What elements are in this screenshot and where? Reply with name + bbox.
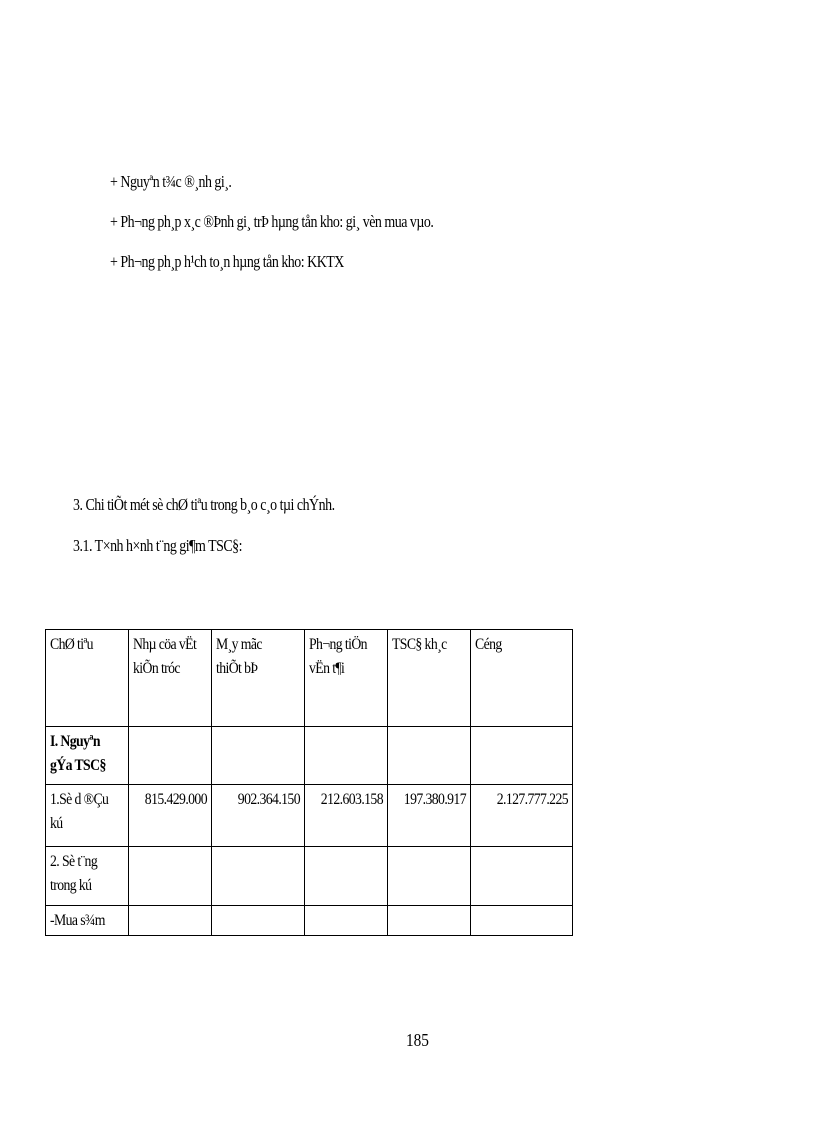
table-cell <box>305 847 388 906</box>
header-cell: Céng <box>471 630 573 727</box>
fixed-assets-table <box>45 629 573 936</box>
table-cell <box>129 847 212 906</box>
subsection-heading: 3.1. T×nh h×nh t¨ng gi¶m TSC§: <box>73 536 243 555</box>
table-cell: 2.127.777.225 <box>471 785 573 847</box>
row-label-cell: 2. Sè t¨ng trong kú <box>46 847 129 906</box>
table-cell <box>388 906 471 936</box>
table-cell: 902.364.150 <box>212 785 305 847</box>
table-cell <box>305 727 388 785</box>
table-cell <box>388 727 471 785</box>
table-row <box>46 785 573 847</box>
table-row <box>46 847 573 906</box>
table-cell <box>212 727 305 785</box>
valuation-principle-line: + Nguyªn t¾c ®¸nh gi¸. <box>110 172 232 191</box>
table-row <box>46 727 573 785</box>
table-cell <box>212 847 305 906</box>
section-heading: 3. Chi tiÕt mét sè chØ tiªu trong b¸o c¸o tµi chÝnh. <box>73 495 335 514</box>
row-label-cell: 1.Sè d ®Çu kú <box>46 785 129 847</box>
table-cell <box>129 906 212 936</box>
header-cell: Ph¬ng tiÖn vËn t¶i <box>305 630 388 727</box>
row-label-cell: -Mua s¾m <box>46 906 129 936</box>
table-cell: 815.429.000 <box>129 785 212 847</box>
table-row <box>46 906 573 936</box>
inventory-valuation-method-line: + Ph¬ng ph¸p x¸c ®Þnh gi¸ trÞ hµng tån kho: gi¸ vèn mua vµo. <box>110 212 434 231</box>
table-cell <box>129 727 212 785</box>
table-cell <box>471 847 573 906</box>
table-cell: 197.380.917 <box>388 785 471 847</box>
table-cell <box>212 906 305 936</box>
table-header-row <box>46 630 573 727</box>
row-label-cell: I. Nguyªn gÝa TSC§ <box>46 727 129 785</box>
table-cell: 212.603.158 <box>305 785 388 847</box>
header-cell: M¸y mãc thiÕt bÞ <box>212 630 305 727</box>
page-number: 185 <box>406 1030 429 1050</box>
table-cell <box>471 906 573 936</box>
header-cell: ChØ tiªu <box>46 630 129 727</box>
header-cell: TSC§ kh¸c <box>388 630 471 727</box>
header-cell: Nhµ cöa vËt kiÕn tróc <box>129 630 212 727</box>
table-cell <box>388 847 471 906</box>
table-cell <box>471 727 573 785</box>
table-cell <box>305 906 388 936</box>
inventory-accounting-method-line: + Ph¬ng ph¸p h¹ch to¸n hµng tån kho: KKTX <box>110 252 344 271</box>
